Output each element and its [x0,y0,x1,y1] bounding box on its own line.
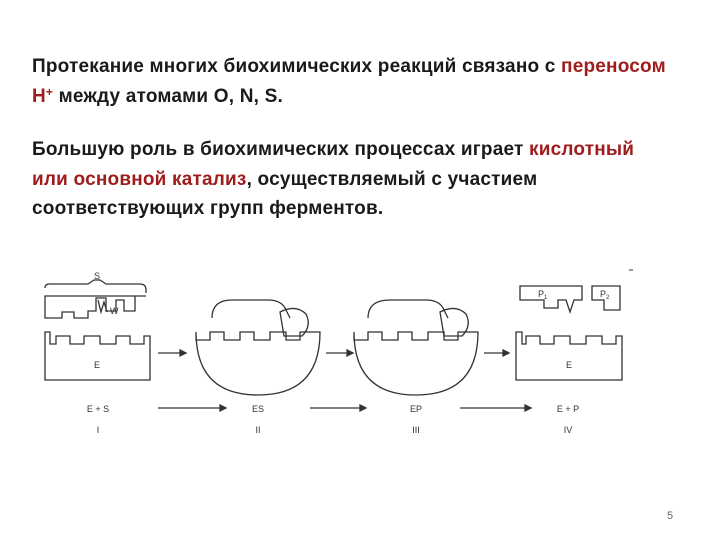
enzyme-catalysis-diagram [0,260,720,460]
stage-2-es-complex [196,300,320,395]
product2-label: $P_2$ [600,289,610,301]
caption-stage-3: III [412,425,420,435]
caption-eq-3: EP [409,404,423,414]
proton-transfer-highlight: переносом Н+ [32,56,666,107]
caption-eq-2: ES [251,404,265,414]
caption-stage-2: II [255,425,261,435]
enzyme-label-1: E [94,360,101,370]
caption-stage-4: IV [563,425,573,435]
catalysis-highlight: кислотный или основной катализ [32,139,635,190]
catalysis-paragraph: Большую роль в биохимических процессах играет кислотный или основной катализ, осуществляемый с участием соответствующих групп ферментов. [32,139,635,219]
stage-3-ep-complex [354,300,478,395]
caption-eq-1: E + S [86,404,110,414]
caption-eq-4: E + P [556,404,580,414]
page-number: 5 [667,510,674,522]
product1-label: $P_1$ [538,289,548,301]
substrate-label: S [94,271,101,281]
enzyme-label-4: E [566,360,573,370]
intro-paragraph: Протекание многих биохимических реакций связано с переносом Н+ между атомами O, N, S. [32,56,666,107]
caption-stage-1: I [96,425,100,435]
w-label: W [110,306,119,316]
